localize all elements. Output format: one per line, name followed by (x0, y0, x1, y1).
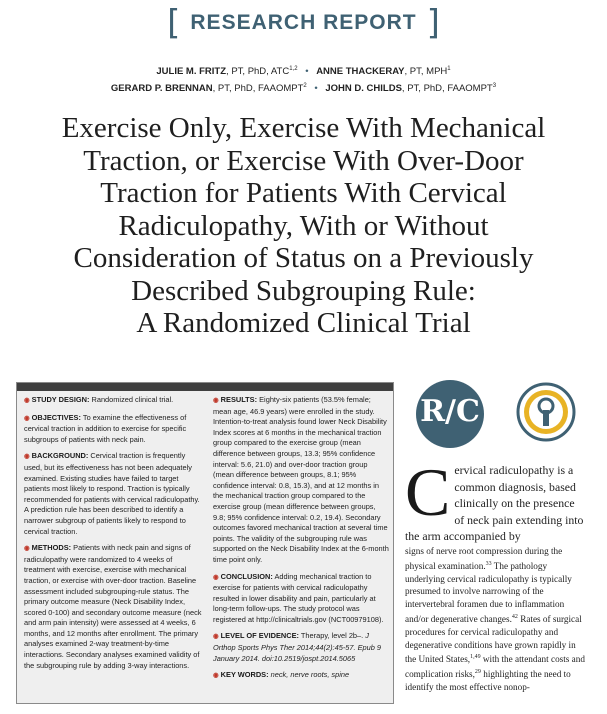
author-separator: • (314, 83, 318, 95)
section-text: Eighty-six patients (53.5% female; mean age, 46.9 years) were enrolled in the study. Intention-to-treat analysis found lower Neck Disability Index scores at 6 months in the mechanical traction group compared to the exercise group (mean difference between groups, 13.3; 95% confidence interval: 5.6, 21.0) and over-door traction group (mean difference between groups, 8.1; 95% confidence interval: 0.8, 15.3), and at 12 months in the mechanical traction group compared to the exercise group (mean difference between groups, 9.8; 95% confidence interval: 0.2, 19.4). Secondary outcomes favored mechanical traction at several time points. The validity of the subgrouping rule was supported on the Neck Disability Index at the 6-month time point only. (213, 395, 389, 564)
methods-section (24, 543, 205, 671)
author-name: JULIE M. FRITZ (156, 66, 227, 78)
abstract-column-left (24, 395, 205, 677)
section-heading: ◉ BACKGROUND: (24, 451, 88, 460)
body-text-span: highlighting the need to identify the most effective nonop- (405, 669, 571, 693)
section-text: neck, nerve roots, spine (268, 670, 350, 680)
section-text: Patients with neck pain and signs of radiculopathy were randomized to 4 weeks of treatment with exercise, exercise with mechanical traction, or exercise with over-door traction. Baseline assessment included subgrouping-rule status. The primary outcome measure (Neck Disability Index, scored 0-100) and secondary outcome measure (neck and arm pain intensity) were assessed at 4 weeks, 6 months, and 12 months after enrollment. The primary analyses examined 2-way treatment-by-time interactions. Secondary analyses examined validity of the subgrouping rule by adding 3-way interactions. (24, 543, 202, 670)
author-name: JOHN D. CHILDS (325, 83, 402, 95)
body-paragraph (405, 545, 587, 694)
author-credentials: , PT, PhD, FAAOMPT (401, 83, 493, 95)
citation-text: J Orthop Sports Phys Ther 2014;44(2):45-57. Epub 9 January 2014. doi:10.2519/jospt.2014.5065 (213, 631, 382, 663)
author-line-1 (0, 62, 607, 79)
body-text-span: Rates of surgical procedures for cervical radiculopathy and degenerative conditions have grown rapidly in the United States, (405, 614, 582, 665)
title-line: Consideration of Status on a Previously (73, 242, 534, 274)
level-of-evidence-section (213, 631, 389, 664)
title-line: A Randomized Clinical Trial (136, 307, 471, 339)
title-line: Traction for Patients With Cervical (100, 177, 507, 209)
author-affiliation: 2 (303, 83, 307, 90)
author-separator: • (305, 66, 309, 78)
abstract-top-bar (17, 383, 393, 391)
author-name: GERARD P. BRENNAN (110, 83, 213, 95)
section-text: Therapy, level 2b–. (298, 631, 366, 641)
author-affiliation: 1 (447, 66, 451, 72)
background-section (24, 451, 205, 537)
section-heading: ◉ METHODS: (24, 543, 71, 552)
section-text: Randomized clinical trial. (89, 395, 174, 404)
section-heading: ◉ CONCLUSION: (213, 572, 273, 581)
results-section (213, 395, 389, 566)
report-type-label: RESEARCH REPORT (190, 11, 417, 34)
report-banner (0, 3, 607, 43)
author-list (0, 62, 607, 96)
section-text: To examine the effectiveness of cervical traction in addition to exercise for specific subgroups of patients with neck pain. (24, 412, 187, 444)
citation-ref: 33 (485, 560, 492, 567)
author-affiliation: 1,2 (289, 66, 298, 72)
body-text-span: signs of nerve root compression during the physical examination. (405, 545, 563, 571)
badge-logos (412, 380, 602, 452)
section-text: Cervical traction is frequently used, but its effectiveness has not been adequately examined. Existing studies have failed to target patients most likely to respond. Traction is typically recommended for patients with cervical radiculopathy. A prediction rule has been described to identify a narrower subgroup of patients likely to respond to cervical traction. (24, 451, 200, 536)
author-name: ANNE THACKERAY (316, 66, 405, 78)
circle-seal-icon (516, 382, 576, 442)
title-line: Exercise Only, Exercise With Mechanical (61, 112, 546, 144)
body-text-span: with the attendant costs and complication risks, (405, 654, 585, 680)
body-text (405, 454, 587, 694)
section-heading: ◉ LEVEL OF EVIDENCE: (213, 631, 299, 640)
title-line: Radiculopathy, With or Without (118, 209, 489, 242)
author-line-2 (0, 79, 607, 96)
rc-badge-text: R/C (420, 394, 480, 429)
objectives-section (24, 413, 205, 446)
section-heading: ◉ OBJECTIVES: (24, 413, 81, 422)
title-line: Described Subgrouping Rule: (131, 274, 476, 307)
right-bracket: ] (426, 3, 440, 43)
section-heading: ◉ STUDY DESIGN: (24, 395, 89, 404)
drop-cap: C (405, 454, 451, 530)
author-credentials: , PT, PhD, ATC (226, 66, 290, 78)
conclusion-section (213, 572, 389, 626)
keywords-section (213, 670, 389, 682)
author-credentials: , PT, MPH (404, 66, 448, 78)
lead-paragraph: ervical radiculopathy is a common diagnosis, based clinically on the presence of neck pain extending into the arm accompanied by (405, 463, 584, 544)
section-heading: ◉ KEY WORDS: (213, 670, 269, 679)
study-design-section (24, 395, 205, 407)
section-heading: ◉ RESULTS: (213, 395, 257, 404)
rc-badge-icon (416, 380, 484, 448)
title-line: Traction, or Exercise With Over-Door (83, 144, 524, 177)
abstract-column-right (213, 395, 389, 688)
citation-ref: 29 (474, 669, 481, 676)
left-bracket: [ (167, 3, 181, 43)
citation-ref: 42 (511, 614, 518, 621)
article-title (20, 112, 587, 340)
citation-ref: 1,49 (470, 654, 481, 661)
author-affiliation: 3 (492, 83, 497, 90)
abstract-box (16, 382, 394, 704)
author-credentials: , PT, PhD, FAAOMPT (212, 83, 304, 95)
body-text-span: The pathology underlying cervical radiculopathy is typically presumed to involve narrowing of the intervertebral foramen due to inflammation and/or degenerative changes. (405, 560, 572, 625)
section-text: Adding mechanical traction to exercise for patients with cervical radiculopathy resulted in lower disability and pain, particularly at long-term follow-ups. The study protocol was registered at http://clinicaltrials.gov (NCT00979108). (213, 571, 384, 624)
